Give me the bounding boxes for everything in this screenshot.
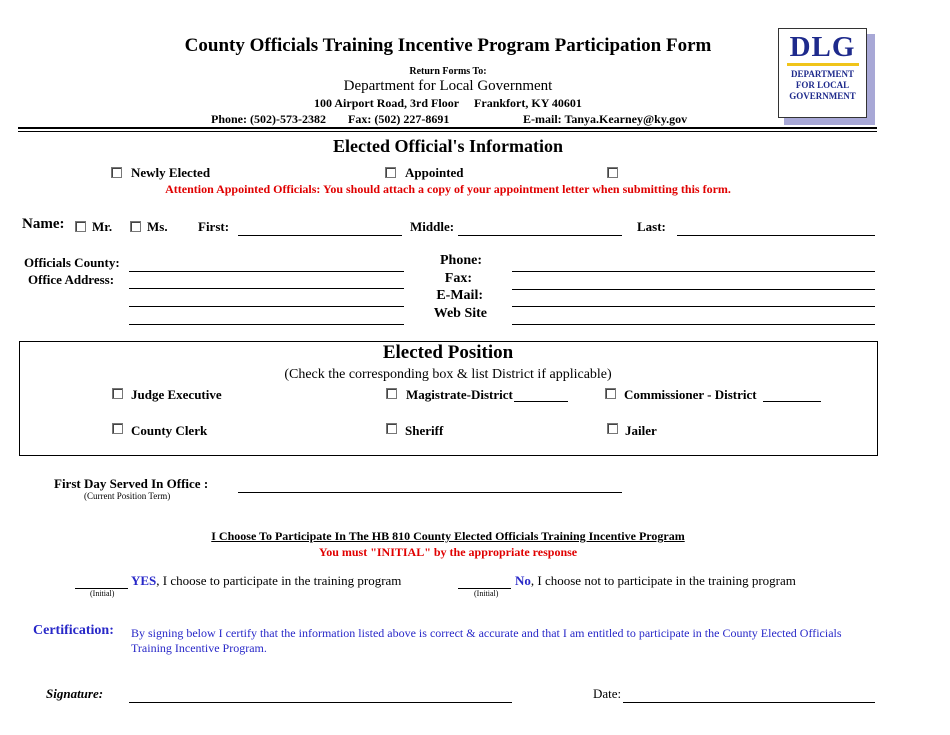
phone-input[interactable]: [512, 255, 875, 270]
appointed-checkbox[interactable]: [385, 167, 396, 178]
participation-instruction: You must "INITIAL" by the appropriate response: [318, 545, 578, 559]
no-initial-input[interactable]: [458, 573, 511, 588]
city-address: Frankfort, KY 40601: [474, 96, 582, 110]
email-label: E-Mail:: [436, 288, 483, 303]
name-label: Name:: [22, 216, 65, 232]
no-text: , I choose not to participate in the training program: [530, 573, 796, 588]
magistrate-district-line: [514, 401, 568, 402]
county-clerk-checkbox[interactable]: [112, 423, 123, 434]
yes-text: , I choose to participate in the training program: [156, 573, 402, 588]
elected-position-subheading: (Check the corresponding box & list District if applicable): [284, 367, 612, 382]
office-address-line-3: [129, 324, 404, 325]
participation-heading: I Choose To Participate In The HB 810 County Elected Officials Training Incentive Program: [211, 529, 685, 543]
date-input[interactable]: [623, 686, 875, 701]
first-day-line: [238, 492, 622, 493]
department-address: [0, 96, 896, 111]
commissioner-district-input[interactable]: [763, 386, 821, 401]
county-clerk-label: County Clerk: [131, 423, 208, 438]
elected-position-heading: Elected Position: [382, 342, 514, 363]
newly-elected-checkbox[interactable]: [111, 167, 122, 178]
logo-line-2: FOR LOCAL: [795, 80, 850, 90]
fax-label: Fax:: [444, 271, 472, 286]
yes-initial-input[interactable]: [75, 573, 128, 588]
date-label: Date:: [593, 686, 622, 701]
website-input[interactable]: [512, 308, 875, 323]
office-address-input-1[interactable]: [129, 272, 404, 287]
logo-text: [779, 69, 866, 102]
email-input[interactable]: [512, 290, 875, 305]
unlabeled-checkbox[interactable]: [607, 167, 618, 178]
magistrate-checkbox[interactable]: [386, 388, 397, 399]
last-name-input[interactable]: [677, 219, 875, 234]
logo-box: [778, 28, 867, 118]
website-label: Web Site: [433, 306, 487, 321]
form-title: County Officials Training Incentive Program Participation Form: [184, 35, 712, 56]
last-name-label: Last:: [637, 219, 666, 234]
office-address-line-2: [129, 306, 404, 307]
street-address: 100 Airport Road, 3rd Floor: [314, 96, 460, 110]
ms-checkbox[interactable]: [130, 221, 141, 232]
header-email: E-mail: Tanya.Kearney@ky.gov: [523, 112, 688, 126]
officials-county-label: Officials County:: [24, 255, 120, 270]
newly-elected-label: Newly Elected: [131, 165, 211, 180]
phone-label: Phone:: [440, 253, 482, 268]
magistrate-district-input[interactable]: [514, 386, 568, 401]
ms-label: Ms.: [147, 219, 168, 234]
phone-line: [512, 271, 875, 272]
office-address-input-2[interactable]: [129, 290, 404, 305]
first-name-input[interactable]: [238, 219, 402, 234]
first-name-label: First:: [198, 219, 230, 234]
first-name-line: [238, 235, 402, 236]
sheriff-checkbox[interactable]: [386, 423, 397, 434]
no-initial-label: (Initial): [474, 589, 499, 598]
office-address-label: Office Address:: [28, 272, 115, 287]
judge-executive-label: Judge Executive: [131, 387, 222, 402]
logo-line-1: DEPARTMENT: [790, 69, 855, 79]
first-day-label: First Day Served In Office :: [54, 476, 209, 491]
middle-name-line: [458, 235, 622, 236]
logo-abbr: DLG: [789, 31, 856, 63]
email-line: [512, 306, 875, 307]
commissioner-label: Commissioner - District: [624, 387, 757, 402]
yes-option: [131, 573, 401, 589]
middle-name-input[interactable]: [458, 219, 622, 234]
header-phone: Phone: (502)-573-2382: [211, 112, 326, 126]
office-address-input-3[interactable]: [129, 308, 404, 323]
officials-county-input[interactable]: [129, 255, 404, 270]
signature-input[interactable]: [129, 686, 512, 701]
jailer-checkbox[interactable]: [607, 423, 618, 434]
first-day-input[interactable]: [238, 476, 622, 491]
attention-note: Attention Appointed Officials: You should attach a copy of your appointment letter when submitting this form.: [165, 182, 731, 196]
header-rule: [18, 127, 877, 132]
logo-underline: [787, 63, 859, 66]
certification-text: By signing below I certify that the information listed above is correct & accurate and that I am entitled to participate in the County Elected Officials Training Incentive Program.: [131, 626, 842, 655]
certification-label: Certification:: [33, 623, 114, 638]
header-fax: Fax: (502) 227-8691: [348, 112, 450, 126]
commissioner-checkbox[interactable]: [605, 388, 616, 399]
mr-checkbox[interactable]: [75, 221, 86, 232]
date-line: [623, 702, 875, 703]
logo-line-3: GOVERNMENT: [789, 91, 856, 101]
website-line: [512, 324, 875, 325]
yes-initial-label: (Initial): [90, 589, 115, 598]
first-day-note: (Current Position Term): [84, 491, 171, 501]
no-option: [515, 573, 796, 589]
appointed-label: Appointed: [405, 165, 464, 180]
fax-input[interactable]: [512, 273, 875, 288]
yes-word: YES: [131, 573, 157, 588]
department-name: Department for Local Government: [343, 78, 553, 94]
middle-name-label: Middle:: [410, 219, 455, 234]
no-word: No: [515, 573, 531, 588]
signature-label: Signature:: [46, 686, 104, 701]
mr-label: Mr.: [92, 219, 113, 234]
commissioner-district-line: [763, 401, 821, 402]
magistrate-label: Magistrate-District: [406, 387, 513, 402]
official-info-heading: Elected Official's Information: [333, 136, 563, 156]
dlg-logo: [778, 28, 875, 120]
last-name-line: [677, 235, 875, 236]
jailer-label: Jailer: [625, 423, 657, 438]
judge-executive-checkbox[interactable]: [112, 388, 123, 399]
signature-line: [129, 702, 512, 703]
office-address-line-1: [129, 288, 404, 289]
return-forms-label: Return Forms To:: [409, 66, 487, 77]
sheriff-label: Sheriff: [405, 423, 444, 438]
